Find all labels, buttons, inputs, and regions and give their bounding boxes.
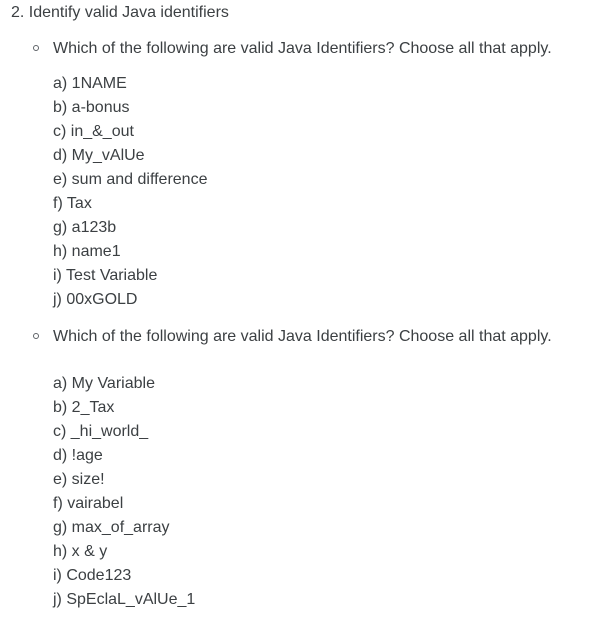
list-item: g) max_of_array: [53, 519, 170, 536]
bullet-icon: [33, 333, 39, 339]
list-item: b) a-bonus: [53, 99, 130, 116]
list-item: a) 1NAME: [53, 75, 127, 92]
list-item: j) SpEclaL_vAlUe_1: [53, 591, 196, 608]
list-item: h) x & y: [53, 543, 108, 560]
list-item: h) name1: [53, 243, 121, 260]
list-item: d) My_vAlUe: [53, 147, 145, 164]
list-item: f) Tax: [53, 195, 92, 212]
list-item: c) in_&_out: [53, 123, 134, 140]
list-item: a) My Variable: [53, 375, 155, 392]
list-item: g) a123b: [53, 219, 117, 236]
list-item: i) Code123: [53, 567, 132, 584]
question-1-options: [53, 72, 207, 312]
bullet-icon: [33, 45, 39, 51]
list-item: b) 2_Tax: [53, 399, 115, 416]
list-item: c) _hi_world_: [53, 423, 149, 440]
list-item: f) vairabel: [53, 495, 124, 512]
list-item: j) 00xGOLD: [53, 291, 138, 308]
question-1-text: Which of the following are valid Java Identifiers? Choose all that apply.: [53, 40, 552, 57]
list-item: e) sum and difference: [53, 171, 208, 188]
list-item: d) !age: [53, 447, 103, 464]
list-item: e) size!: [53, 471, 105, 488]
list-item: i) Test Variable: [53, 267, 158, 284]
question-2-options: [53, 372, 195, 612]
question-2-text: Which of the following are valid Java Identifiers? Choose all that apply.: [53, 328, 552, 345]
section-heading: 2. Identify valid Java identifiers: [11, 4, 229, 21]
